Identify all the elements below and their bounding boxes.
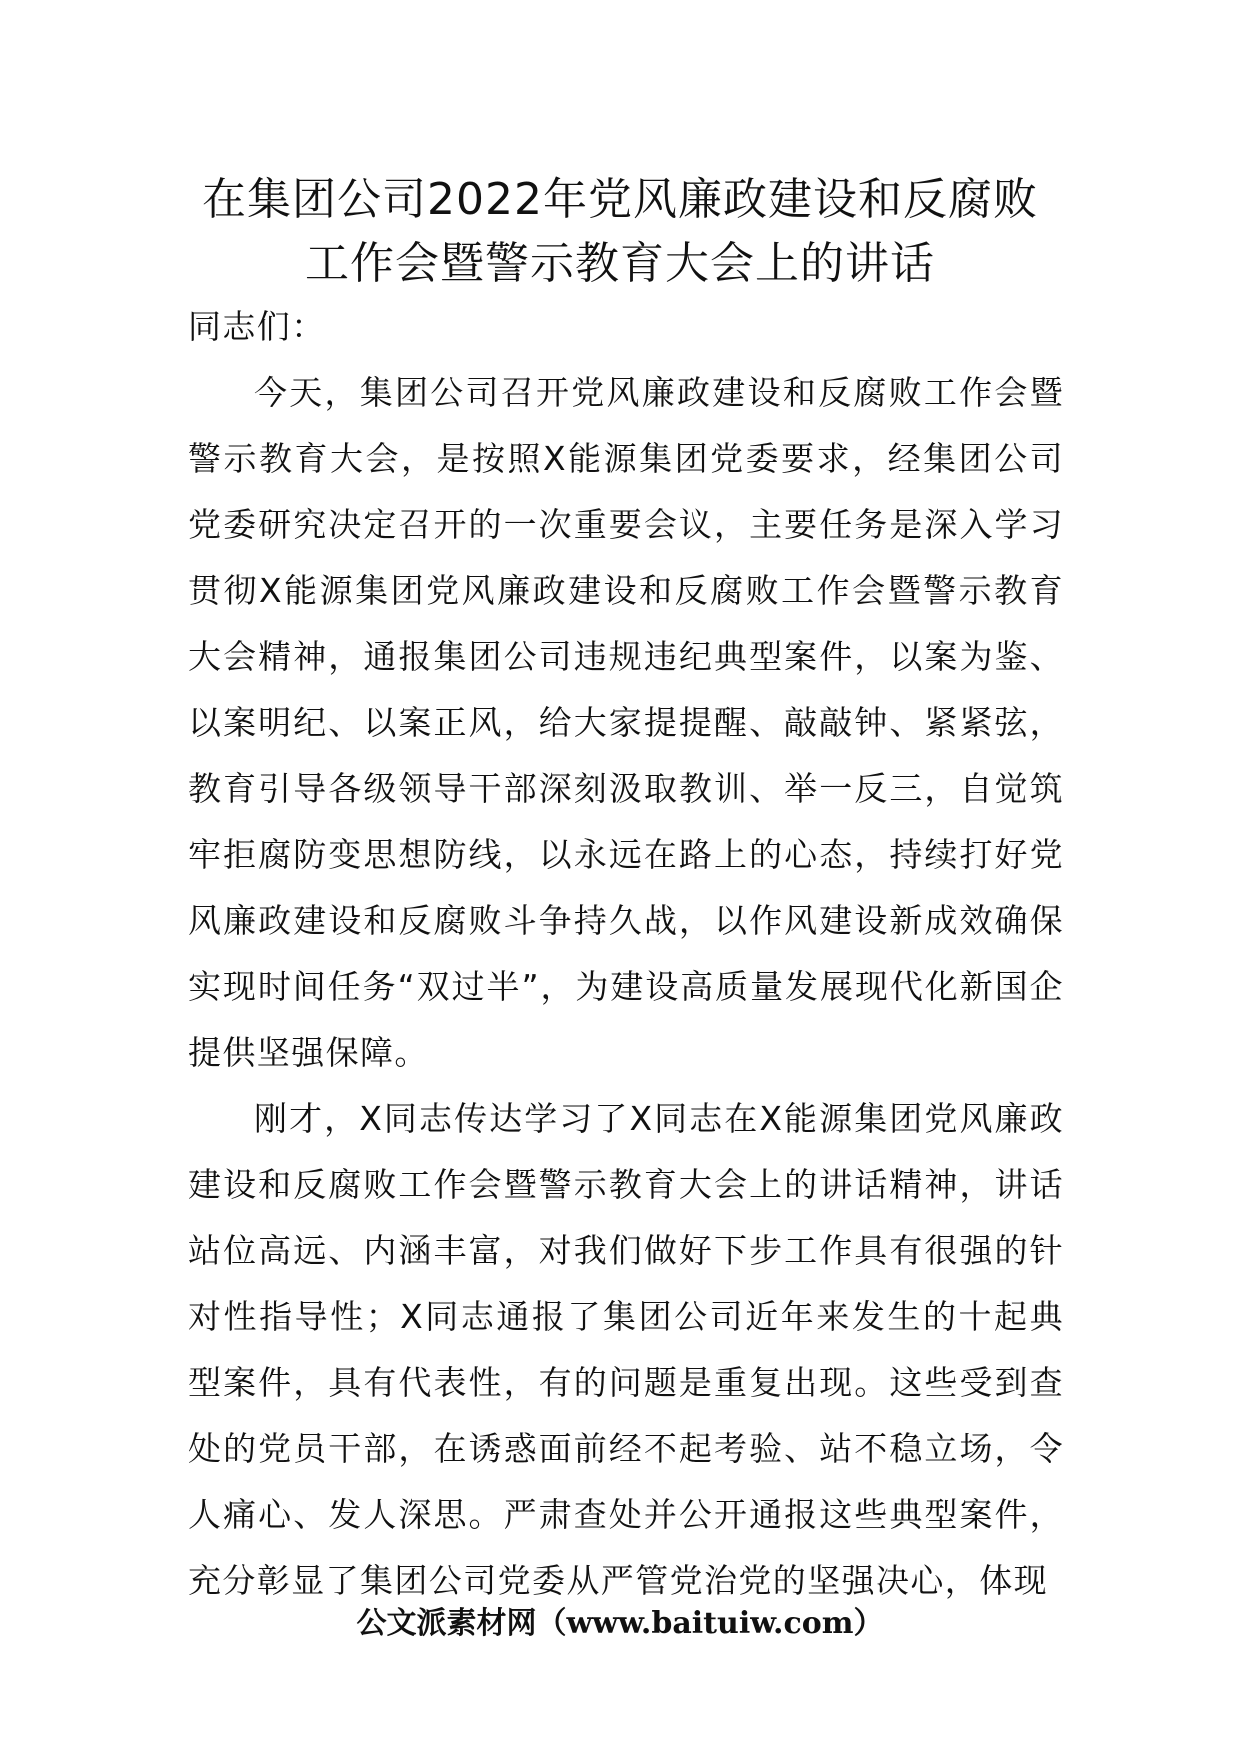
document-body [188, 294, 1064, 1614]
document-title [150, 168, 1090, 296]
source-watermark-footer: 公文派素材网（www.baituiw.com） [356, 1606, 884, 1641]
title-line-2: 工作会暨警示教育大会上的讲话 [305, 238, 935, 289]
paragraph-2: 刚才，X同志传达学习了X同志在X能源集团党风廉政建设和反腐败工作会暨警示教育大会上的讲话精神，讲话站位高远、内涵丰富，对我们做好下步工作具有很强的针对性指导性；X同志通报了集团公司近年来发生的十起典型案件，具有代表性，有的问题是重复出现。这些受到查处的党员干部，在诱惑面前经不起考验、站不稳立场，令人痛心、发人深思。严肃查处并公开通报这些典型案件，充分彰显了集团公司党委从严管党治党的坚强决心，体现 [188, 1099, 1064, 1600]
title-line-1: 在集团公司2022年党风廉政建设和反腐败 [202, 174, 1038, 225]
salutation: 同志们： [188, 307, 326, 346]
paragraph-1: 今天，集团公司召开党风廉政建设和反腐败工作会暨警示教育大会，是按照X能源集团党委要求，经集团公司党委研究决定召开的一次重要会议，主要任务是深入学习贯彻X能源集团党风廉政建设和反腐败工作会暨警示教育大会精神，通报集团公司违规违纪典型案件，以案为鉴、以案明纪、以案正风，给大家提提醒、敲敲钟、紧紧弦，教育引导各级领导干部深刻汲取教训、举一反三，自觉筑牢拒腐防变思想防线，以永远在路上的心态，持续打好党风廉政建设和反腐败斗争持久战，以作风建设新成效确保实现时间任务“双过半”，为建设高质量发展现代化新国企提供坚强保障。 [188, 373, 1064, 1072]
